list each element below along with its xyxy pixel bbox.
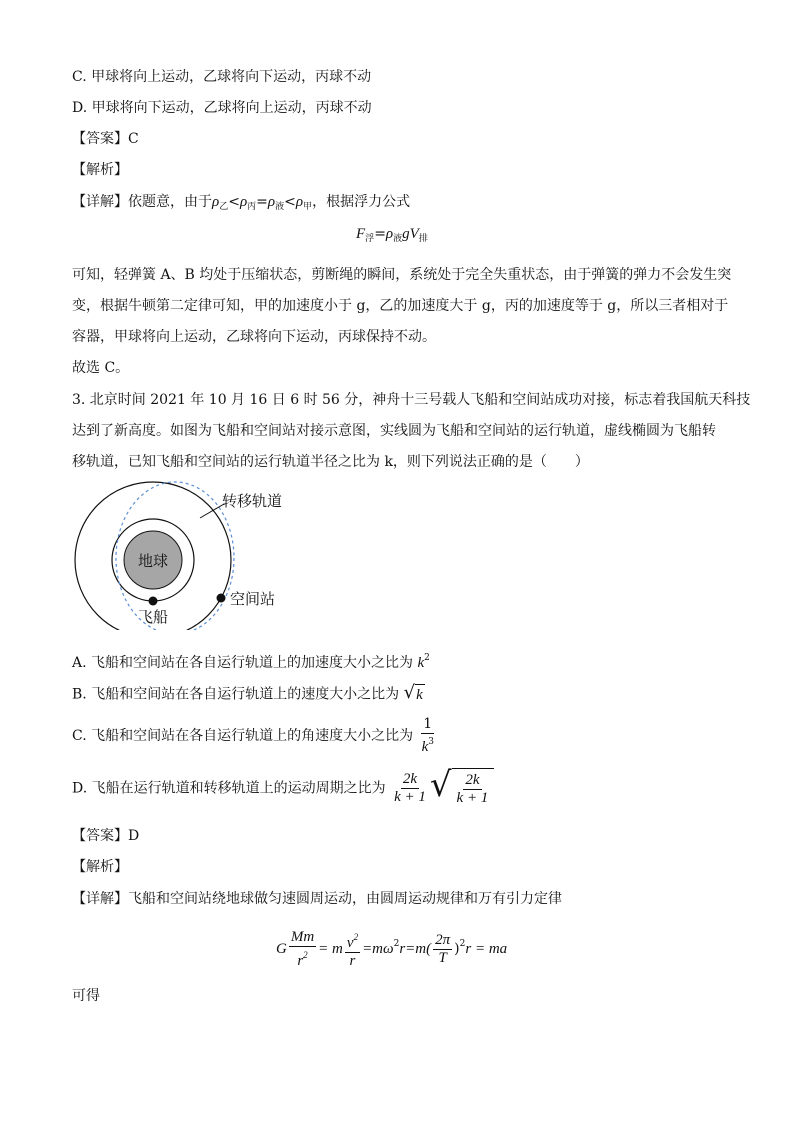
paragraph-line: 可知，轻弹簧 A、B 均处于压缩状态，剪断绳的瞬间，系统处于完全失重状态，由于弹簧的弹力不会发生突 — [72, 267, 732, 283]
detail-prefix: 【详解】依题意，由于 — [72, 194, 212, 210]
sqrt-symbol: √ k — [403, 682, 423, 703]
paragraph-line: 变，根据牛顿第二定律可知，甲的加速度小于 g，乙的加速度大于 g，丙的加速度等于 g，所以三者相对于 — [72, 298, 729, 314]
fraction: $\frac{1}{k^3}$ — [421, 716, 434, 755]
question-stem: 移轨道，已知飞船和空间站的运行轨道半径之比为 k，则下列说法正确的是（ ） — [72, 454, 589, 470]
option-a: A. 飞船和空间站在各自运行轨道上的加速度大小之比为 $k^2$ — [72, 653, 430, 671]
choose-line: 故选 C。 — [72, 360, 130, 376]
leader-line — [200, 504, 224, 518]
option-d: D. 甲球将向下运动，乙球将向上运动，丙球不动 — [72, 100, 372, 116]
question-stem: 3. 北京时间 2021 年 10 月 16 日 6 时 56 分，神舟十三号载人飞船和空间站成功对接，标志着我国航天科技 — [72, 392, 751, 408]
detail-suffix: ，根据浮力公式 — [312, 194, 411, 210]
fraction: $\frac{2k}{k + 1}$ — [394, 771, 426, 805]
analysis-label: 【解析】 — [72, 859, 128, 875]
option-d-3: D. 飞船在运行轨道和转移轨道上的运动周期之比为 $\frac{2k}{k + 1}$ √ $\frac{2k}{k + 1}$ — [72, 768, 494, 809]
analysis-label: 【解析】 — [72, 162, 128, 178]
answer-label: 【答案】D — [72, 828, 140, 844]
ship-label: 飞船 — [137, 608, 169, 626]
answer-label: 【答案】C — [72, 131, 139, 147]
ship-dot — [149, 597, 158, 606]
sqrt-symbol: √ $\frac{2k}{k + 1}$ — [430, 768, 494, 809]
station-dot — [217, 594, 226, 603]
kede-line: 可得 — [72, 988, 100, 1004]
detail-line: 【详解】依题意，由于$\rho_乙<\rho_丙=\rho_液<\rho_甲$，根据浮力公式 — [72, 194, 411, 212]
station-label: 空间站 — [230, 590, 276, 608]
transfer-orbit-label: 转移轨道 — [222, 492, 283, 510]
orbit-diagram — [72, 480, 292, 630]
buoyancy-formula: $F_浮=\rho_液gV_排$ — [356, 226, 428, 244]
detail-line: 【详解】飞船和空间站绕地球做匀速圆周运动，由圆周运动规律和万有引力定律 — [72, 891, 562, 907]
earth-label: 地球 — [137, 552, 169, 570]
gravitation-equation: G $\frac{Mm}{r^2}$ = m $\frac{v^2}{r}$ $=m\omega^2r=m$( $\frac{2\pi}{T}$ )$^2$r = ma — [276, 928, 508, 969]
paragraph-line: 容器，甲球将向上运动，乙球将向下运动，丙球保持不动。 — [72, 329, 436, 345]
option-c: C. 甲球将向上运动，乙球将向下运动，丙球不动 — [72, 69, 372, 85]
option-b: B. 飞船和空间站在各自运行轨道上的速度大小之比为 √ k — [72, 682, 423, 703]
option-c-3: C. 飞船和空间站在各自运行轨道上的角速度大小之比为 $\frac{1}{k^3}$ — [72, 716, 434, 755]
question-stem: 达到了新高度。如图为飞船和空间站对接示意图，实线圆为飞船和空间站的运行轨道，虚线椭圆为飞船转 — [72, 423, 716, 439]
